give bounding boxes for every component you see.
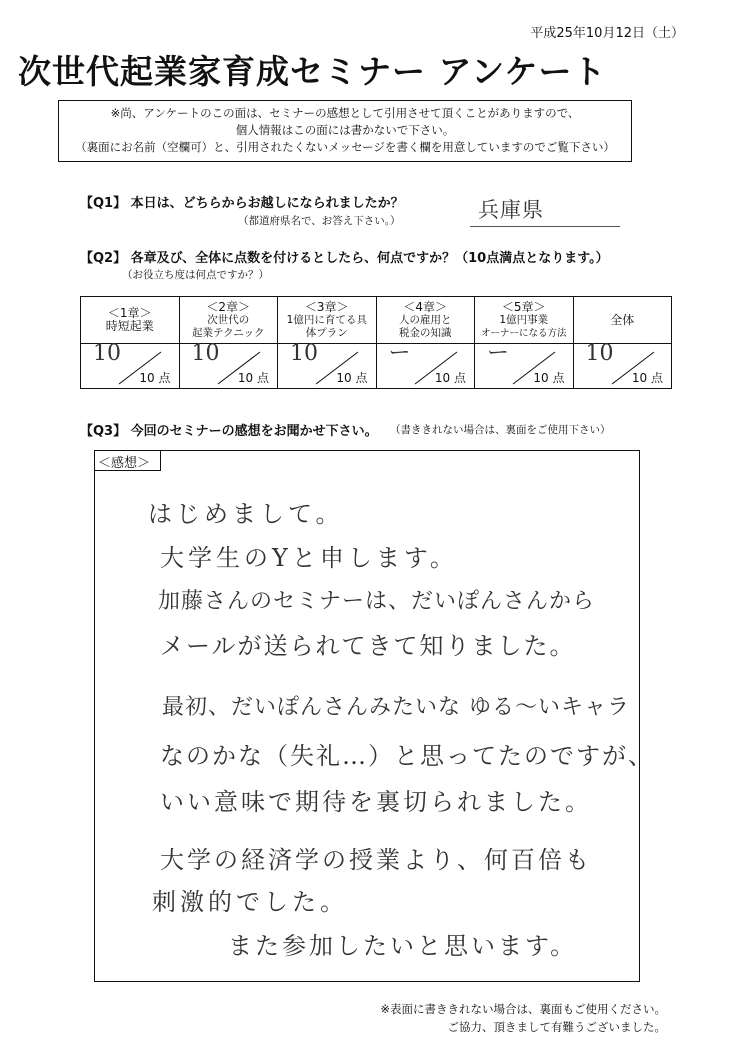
chapter-title: 時短起業 — [105, 319, 154, 333]
footer-note: ※表面に書ききれない場合は、裏面もご使用ください。 — [380, 1002, 666, 1016]
comment-line: 加藤さんのセミナーは、だいぽんさんから — [158, 589, 596, 614]
chapter-number: ＜4章＞ — [403, 299, 448, 314]
notice-line: ※尚、アンケートのこの面は、セミナーの感想として引用させて頂くことがありますので、 — [110, 106, 580, 120]
score-table-header-row — [81, 297, 672, 344]
q3-question: 【Q3】 今回のセミナーの感想をお聞かせ下さい。 — [80, 424, 378, 439]
score-table — [80, 296, 672, 389]
chapter-number: ＜3章＞ — [304, 299, 349, 314]
overall-score-cell[interactable] — [573, 341, 672, 389]
chapter-title: 体プラン — [305, 326, 348, 339]
chapter-number: ＜1章＞ — [107, 306, 152, 320]
chapter-number: ＜5章＞ — [501, 299, 546, 314]
score-value: 10 — [93, 341, 121, 366]
score-value: ー — [487, 341, 510, 366]
score-max: 10 点 — [533, 371, 565, 385]
q3-instruction: （書ききれない場合は、裏面をご使用下さい） — [390, 424, 611, 436]
comment-line: 大学生のYと申します。 — [160, 544, 458, 572]
overall-header — [573, 297, 672, 344]
comment-line: はじめまして。 — [148, 500, 344, 528]
notice-line: （裏面にお名前（空欄可）と、引用されたくないメッセージを書く欄を用意していますのでご覧下さい） — [75, 140, 615, 154]
tag-divider — [94, 470, 160, 471]
chapter-title: 1億円に育てる具 — [286, 313, 367, 326]
chapter-1-header — [81, 297, 180, 344]
chapter-title: 全体 — [610, 312, 635, 327]
chapter-number: ＜2章＞ — [206, 299, 251, 314]
chapter-title: 起業テクニック — [192, 326, 265, 339]
comment-line: いい意味で期待を裏切られました。 — [160, 788, 592, 816]
chapter-4-header — [376, 297, 475, 344]
chapter-title: オーナーになる方法 — [480, 327, 567, 339]
q2-question: 【Q2】 各章及び、全体に点数を付けるとしたら、何点ですか？（10点満点となります。） — [80, 251, 609, 266]
chapter-title: 税金の知識 — [399, 326, 452, 339]
comment-tag: ＜感想＞ — [98, 456, 151, 471]
comment-line: また参加したいと思います。 — [228, 932, 578, 960]
tag-divider — [160, 451, 161, 471]
notice-line: 個人情報はこの面には書かないで下さい。 — [235, 123, 455, 137]
chapter-2-header — [179, 297, 278, 344]
score-max: 10 点 — [237, 371, 269, 385]
q1-instruction: （都道府県名で、お答え下さい。） — [238, 215, 401, 227]
chapter-5-header — [475, 297, 574, 344]
score-table-value-row — [81, 344, 672, 389]
chapter-4-score-cell[interactable] — [376, 341, 475, 389]
notice-box — [58, 100, 632, 162]
survey-date: 平成25年10月12日（土） — [530, 26, 684, 41]
score-max: 10 点 — [336, 371, 368, 385]
score-value: 10 — [191, 341, 220, 366]
comment-line: メールが送られてきて知りました。 — [160, 632, 576, 660]
chapter-1-score-cell[interactable] — [81, 341, 180, 389]
score-value: 10 — [290, 341, 318, 366]
score-max: 10 点 — [434, 371, 466, 385]
score-value: ー — [388, 341, 411, 366]
q1-question: 【Q1】 本日は、どちらからお越しになられましたか？ — [80, 196, 404, 211]
q2-instruction: （お役立ち度は何点ですか？） — [122, 269, 269, 281]
comment-line: 大学の経済学の授業より、何百倍も — [160, 846, 592, 874]
comment-line: 刺激的でした。 — [152, 888, 348, 916]
chapter-title: 次世代の — [207, 313, 250, 326]
chapter-5-score-cell[interactable] — [475, 341, 574, 389]
q1-answer[interactable]: 兵庫県 — [478, 198, 544, 222]
page-title: 次世代起業家育成セミナー アンケート — [18, 52, 607, 91]
footer-thanks: ご協力、頂きまして有難うございました。 — [447, 1020, 666, 1034]
chapter-title: 人の雇用と — [399, 313, 452, 326]
score-value: 10 — [585, 341, 614, 366]
score-max: 10 点 — [631, 371, 663, 385]
q1-answer-underline — [470, 226, 620, 227]
chapter-3-score-cell[interactable] — [278, 341, 377, 389]
chapter-title: 1億円事業 — [499, 313, 549, 326]
chapter-3-header — [278, 297, 377, 344]
chapter-2-score-cell[interactable] — [179, 341, 278, 389]
score-max: 10 点 — [139, 371, 171, 385]
comment-line: 最初、だいぽんさんみたいな ゆる〜いキャラ — [162, 695, 630, 720]
comment-line: なのかな（失礼…）と思ってたのですが、 — [160, 742, 654, 770]
